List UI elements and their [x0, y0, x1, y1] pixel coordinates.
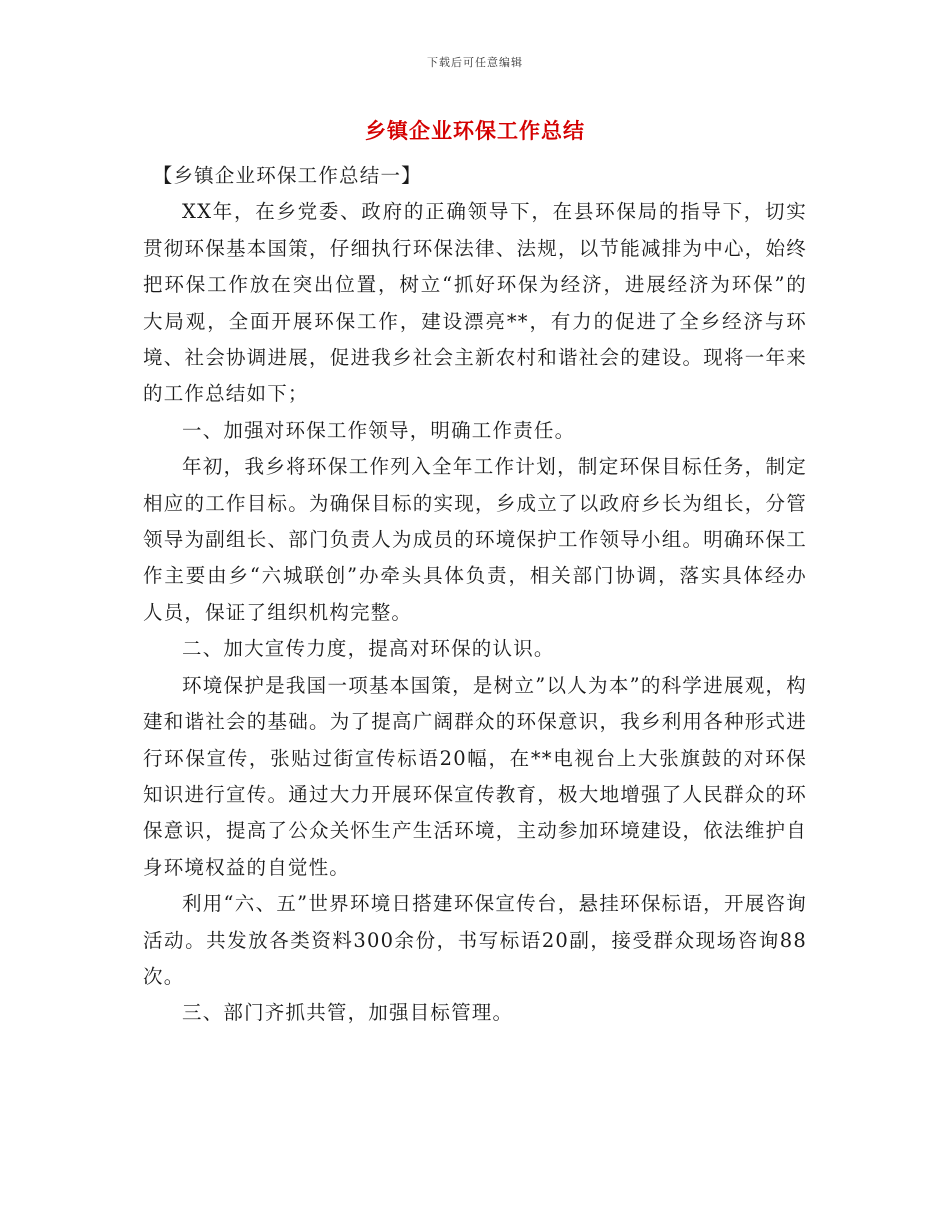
page-title: 乡镇企业环保工作总结: [365, 119, 585, 143]
section-subtitle: 【乡镇企业环保工作总结一】: [152, 164, 422, 187]
section-heading-1: 一、加强对环保工作领导，明确工作责任。: [182, 418, 576, 442]
section-heading-2: 二、加大宣传力度，提高对环保的认识。: [182, 637, 555, 661]
document-body: [143, 158, 807, 1032]
paragraph-3: 利用“六、五”世界环境日搭建环保宣传台，悬挂环保标语，开展咨询活动。共发放各类资料300余份，书写标语20副，接受群众现场咨询88次。: [143, 892, 807, 988]
section-heading-3: 三、部门齐抓共管，加强目标管理。: [182, 1001, 514, 1025]
paragraph-2: 环境保护是我国一项基本国策，是树立”以人为本”的科学进展观，构建和谐社会的基础。为了提高广阔群众的环保意识，我乡利用各种形式进行环保宣传，张贴过街宣传标语20幅，在**电视台上大张旗鼓的对环保知识进行宣传。通过大力开展环保宣传教育，极大地增强了人民群众的环保意识，提高了公众关怀生产生活环境，主动参加环境建设，依法维护自身环境权益的自觉性。: [143, 673, 807, 879]
header-note: 下载后可任意编辑: [427, 56, 523, 69]
paragraph-1: 年初，我乡将环保工作列入全年工作计划，制定环保目标任务，制定相应的工作目标。为确保目标的实现，乡成立了以政府乡长为组长，分管领导为副组长、部门负责人为成员的环境保护工作领导小组。明确环保工作主要由乡“六城联创”办牵头具体负责，相关部门协调，落实具体经办人员，保证了组织机构完整。: [143, 455, 807, 624]
paragraph-intro: XX年，在乡党委、政府的正确领导下，在县环保局的指导下，切实贯彻环保基本国策，仔细执行环保法律、法规，以节能减排为中心，始终把环保工作放在突出位置，树立“抓好环保为经济，进展经济为环保”的大局观，全面开展环保工作，建设漂亮**，有力的促进了全乡经济与环境、社会协调进展，促进我乡社会主新农村和谐社会的建设。现将一年来的工作总结如下；: [143, 200, 807, 406]
